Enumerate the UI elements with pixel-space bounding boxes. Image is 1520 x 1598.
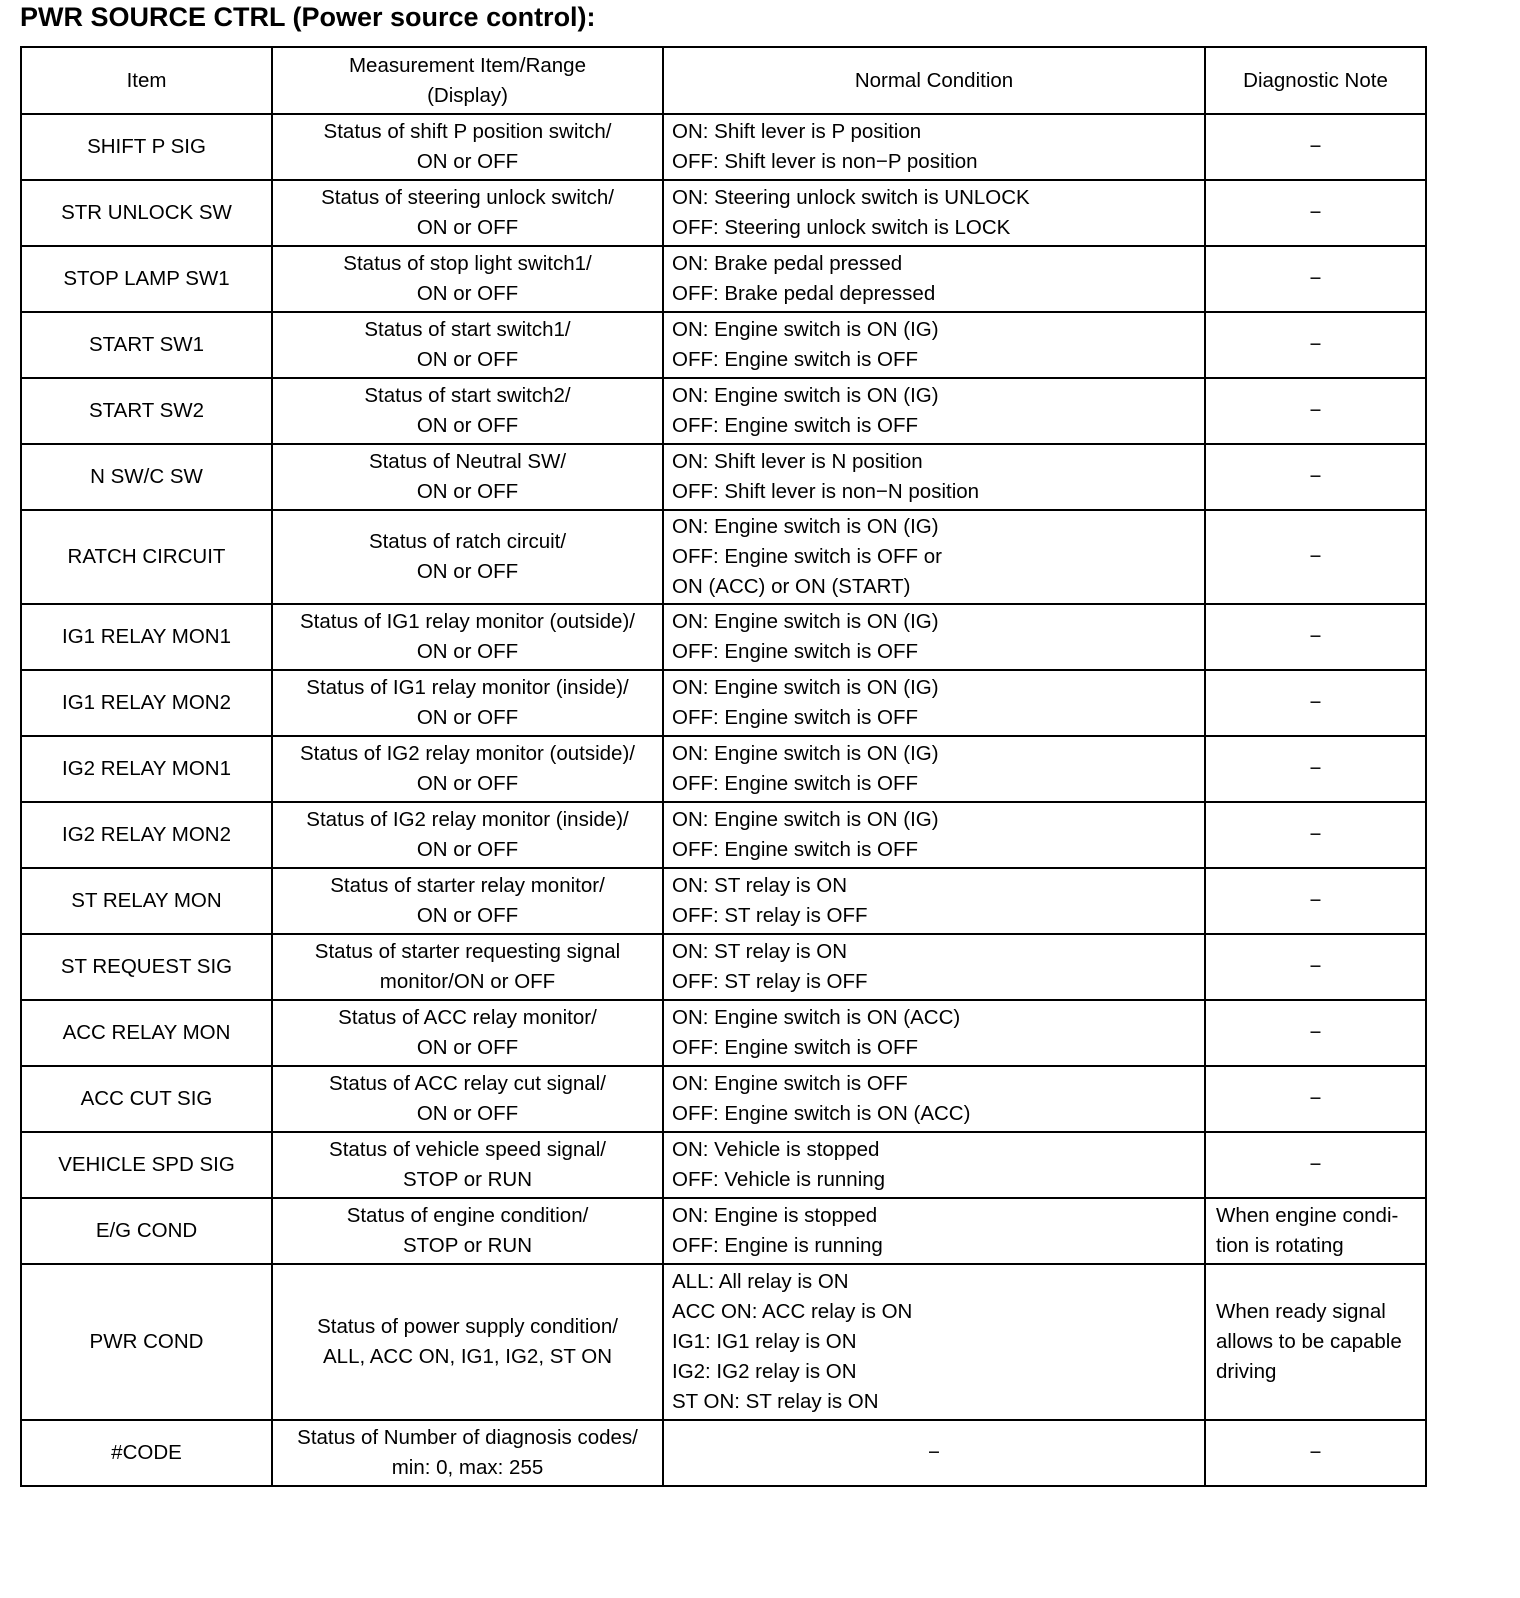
cell-normal-condition-line: ON: Vehicle is stopped <box>672 1138 880 1161</box>
cell-measurement <box>272 1420 663 1486</box>
cell-item-text: STR UNLOCK SW <box>61 201 232 224</box>
cell-measurement-line: ON or OFF <box>416 348 519 371</box>
cell-normal-condition-line: OFF: ST relay is OFF <box>672 970 868 993</box>
table-row <box>21 312 1426 378</box>
cell-normal-condition <box>663 802 1205 868</box>
cell-diagnostic-note <box>1205 604 1426 670</box>
cell-measurement <box>272 378 663 444</box>
cell-diagnostic-note-line: − <box>1309 135 1322 158</box>
cell-item <box>21 1420 272 1486</box>
cell-measurement <box>272 670 663 736</box>
cell-measurement <box>272 180 663 246</box>
cell-diagnostic-note-line: − <box>1309 823 1322 846</box>
cell-normal-condition <box>663 868 1205 934</box>
cell-normal-condition <box>663 1264 1205 1420</box>
cell-normal-condition-line: ON: ST relay is ON <box>672 874 848 897</box>
cell-measurement-line: ON or OFF <box>416 216 519 239</box>
table-row <box>21 670 1426 736</box>
cell-normal-condition-line: ON: Engine switch is ON (IG) <box>672 676 939 699</box>
cell-item-text: STOP LAMP SW1 <box>63 267 230 290</box>
cell-item <box>21 510 272 604</box>
table-row <box>21 1000 1426 1066</box>
cell-item <box>21 378 272 444</box>
table-row <box>21 510 1426 604</box>
cell-measurement-line: Status of starter relay monitor/ <box>330 874 605 897</box>
cell-normal-condition-line: ST ON: ST relay is ON <box>672 1390 879 1413</box>
data-table <box>20 46 1427 1487</box>
cell-measurement-line: Status of Number of diagnosis codes/ <box>297 1426 638 1449</box>
cell-normal-condition-line: ON: Shift lever is P position <box>672 120 922 143</box>
cell-normal-condition <box>663 670 1205 736</box>
table-row <box>21 1420 1426 1486</box>
cell-item <box>21 670 272 736</box>
cell-normal-condition-line: OFF: Engine switch is OFF <box>672 838 919 861</box>
cell-item-text: #CODE <box>111 1441 182 1464</box>
cell-item-text: PWR COND <box>89 1330 204 1353</box>
cell-diagnostic-note <box>1205 444 1426 510</box>
cell-measurement <box>272 736 663 802</box>
table-row <box>21 802 1426 868</box>
cell-measurement-line: Status of IG2 relay monitor (inside)/ <box>306 808 629 831</box>
cell-measurement-line: ON or OFF <box>416 480 519 503</box>
cell-measurement-line: STOP or RUN <box>402 1168 533 1191</box>
cell-item <box>21 1198 272 1264</box>
header-item: Item <box>21 47 272 114</box>
cell-normal-condition-line: OFF: Engine switch is ON (ACC) <box>672 1102 971 1125</box>
cell-measurement <box>272 1198 663 1264</box>
cell-diagnostic-note-line: − <box>1309 691 1322 714</box>
cell-measurement-line: Status of stop light switch1/ <box>343 252 592 275</box>
cell-diagnostic-note <box>1205 1264 1426 1420</box>
cell-measurement-line: ON or OFF <box>416 640 519 663</box>
cell-item-text: ST REQUEST SIG <box>60 955 233 978</box>
cell-diagnostic-note <box>1205 510 1426 604</box>
cell-normal-condition <box>663 604 1205 670</box>
cell-normal-condition <box>663 1066 1205 1132</box>
cell-diagnostic-note <box>1205 180 1426 246</box>
page-title: PWR SOURCE CTRL (Power source control): <box>20 2 596 32</box>
cell-diagnostic-note-line: − <box>1309 1021 1322 1044</box>
cell-measurement-line: Status of shift P position switch/ <box>323 120 612 143</box>
cell-normal-condition <box>663 246 1205 312</box>
cell-normal-condition-line: − <box>928 1441 940 1464</box>
cell-item <box>21 802 272 868</box>
cell-normal-condition <box>663 444 1205 510</box>
cell-measurement-line: Status of ACC relay monitor/ <box>338 1006 597 1029</box>
cell-diagnostic-note-line: − <box>1309 1153 1322 1176</box>
cell-diagnostic-note-line: − <box>1309 399 1322 422</box>
cell-item <box>21 934 272 1000</box>
cell-diagnostic-note-line: tion is rotating <box>1216 1234 1344 1257</box>
cell-measurement-line: monitor/ON or OFF <box>379 970 556 993</box>
cell-measurement-line: ON or OFF <box>416 772 519 795</box>
cell-normal-condition-line: ON: Engine switch is ON (ACC) <box>672 1006 961 1029</box>
cell-normal-condition-line: OFF: Shift lever is non−N position <box>672 480 980 503</box>
cell-normal-condition-line: OFF: Engine switch is OFF or <box>672 545 942 568</box>
cell-normal-condition-line: OFF: Engine is running <box>672 1234 883 1257</box>
cell-measurement <box>272 312 663 378</box>
cell-diagnostic-note-line: − <box>1309 1087 1322 1110</box>
table-row <box>21 246 1426 312</box>
cell-diagnostic-note-line: driving <box>1216 1360 1277 1383</box>
cell-measurement <box>272 934 663 1000</box>
cell-normal-condition-line: OFF: Vehicle is running <box>672 1168 886 1191</box>
cell-normal-condition-line: ON: Steering unlock switch is UNLOCK <box>672 186 1030 209</box>
cell-diagnostic-note <box>1205 670 1426 736</box>
cell-measurement <box>272 868 663 934</box>
header-diagnostic-note: Diagnostic Note <box>1205 47 1426 114</box>
cell-diagnostic-note-line: − <box>1309 267 1322 290</box>
cell-normal-condition-line: ON: ST relay is ON <box>672 940 848 963</box>
cell-item <box>21 1264 272 1420</box>
cell-item <box>21 1000 272 1066</box>
cell-normal-condition-line: ON: Engine switch is ON (IG) <box>672 610 939 633</box>
cell-diagnostic-note <box>1205 736 1426 802</box>
cell-item-text: ST RELAY MON <box>71 889 222 912</box>
cell-normal-condition-line: ON (ACC) or ON (START) <box>672 575 911 598</box>
cell-measurement <box>272 114 663 180</box>
cell-diagnostic-note-line: − <box>1309 333 1322 356</box>
cell-diagnostic-note-line: When ready signal <box>1216 1300 1386 1323</box>
cell-diagnostic-note-line: − <box>1309 955 1322 978</box>
table-row <box>21 604 1426 670</box>
cell-item-text: ACC RELAY MON <box>62 1021 231 1044</box>
cell-normal-condition <box>663 312 1205 378</box>
cell-item-text: START SW2 <box>88 399 205 422</box>
cell-normal-condition-line: ON: Engine switch is OFF <box>672 1072 908 1095</box>
cell-diagnostic-note <box>1205 1198 1426 1264</box>
table-row <box>21 868 1426 934</box>
cell-normal-condition-line: ACC ON: ACC relay is ON <box>672 1300 913 1323</box>
cell-measurement-line: ALL, ACC ON, IG1, IG2, ST ON <box>323 1345 612 1368</box>
cell-normal-condition <box>663 1132 1205 1198</box>
cell-measurement-line: Status of IG1 relay monitor (outside)/ <box>300 610 635 633</box>
cell-diagnostic-note <box>1205 868 1426 934</box>
cell-diagnostic-note <box>1205 1066 1426 1132</box>
cell-normal-condition-line: ON: Engine switch is ON (IG) <box>672 515 939 538</box>
cell-item-text: IG1 RELAY MON1 <box>62 625 231 648</box>
table-row <box>21 1264 1426 1420</box>
cell-diagnostic-note <box>1205 246 1426 312</box>
cell-diagnostic-note-line: − <box>1309 545 1322 568</box>
cell-measurement <box>272 1264 663 1420</box>
table-row <box>21 114 1426 180</box>
cell-measurement-line: ON or OFF <box>416 904 519 927</box>
cell-measurement-line: ON or OFF <box>416 1102 519 1125</box>
cell-measurement-line: Status of starter requesting signal <box>314 940 621 963</box>
cell-normal-condition <box>663 114 1205 180</box>
cell-item <box>21 114 272 180</box>
cell-item-text: ACC CUT SIG <box>80 1087 213 1110</box>
cell-diagnostic-note-line: − <box>1309 465 1322 488</box>
cell-diagnostic-note-line: − <box>1309 201 1322 224</box>
cell-normal-condition <box>663 736 1205 802</box>
cell-diagnostic-note <box>1205 312 1426 378</box>
cell-measurement-line: ON or OFF <box>416 560 519 583</box>
cell-item-text: SHIFT P SIG <box>87 135 206 158</box>
cell-measurement <box>272 510 663 604</box>
cell-measurement-line: Status of steering unlock switch/ <box>321 186 614 209</box>
cell-diagnostic-note-line: − <box>1309 757 1322 780</box>
table-row <box>21 1198 1426 1264</box>
cell-measurement <box>272 246 663 312</box>
cell-item-text: IG1 RELAY MON2 <box>62 691 231 714</box>
cell-diagnostic-note-line: − <box>1309 625 1322 648</box>
cell-item-text: START SW1 <box>88 333 205 356</box>
cell-item <box>21 604 272 670</box>
cell-normal-condition-line: OFF: Brake pedal depressed <box>672 282 936 305</box>
cell-measurement <box>272 1132 663 1198</box>
cell-diagnostic-note <box>1205 1000 1426 1066</box>
cell-normal-condition-line: OFF: Engine switch is OFF <box>672 348 919 371</box>
cell-item <box>21 1066 272 1132</box>
cell-normal-condition-line: ON: Engine is stopped <box>672 1204 878 1227</box>
cell-normal-condition-line: OFF: Engine switch is OFF <box>672 706 919 729</box>
cell-diagnostic-note <box>1205 1420 1426 1486</box>
cell-normal-condition-line: ON: Brake pedal pressed <box>672 252 903 275</box>
cell-normal-condition-line: ON: Engine switch is ON (IG) <box>672 808 939 831</box>
cell-diagnostic-note-line: − <box>1309 889 1322 912</box>
cell-normal-condition-line: IG1: IG1 relay is ON <box>672 1330 857 1353</box>
cell-item <box>21 868 272 934</box>
cell-measurement <box>272 444 663 510</box>
cell-measurement-line: ON or OFF <box>416 282 519 305</box>
cell-diagnostic-note-line: When engine condi- <box>1216 1204 1399 1227</box>
cell-normal-condition-line: OFF: Engine switch is OFF <box>672 1036 919 1059</box>
cell-measurement-line: STOP or RUN <box>402 1234 533 1257</box>
cell-measurement <box>272 1066 663 1132</box>
cell-item <box>21 180 272 246</box>
cell-normal-condition-line: OFF: Engine switch is OFF <box>672 414 919 437</box>
table-body <box>21 114 1426 1486</box>
cell-measurement-line: Status of ratch circuit/ <box>368 530 567 553</box>
table-row <box>21 1132 1426 1198</box>
cell-measurement-line: ON or OFF <box>416 1036 519 1059</box>
cell-measurement-line: Status of engine condition/ <box>346 1204 589 1227</box>
cell-normal-condition-line: IG2: IG2 relay is ON <box>672 1360 857 1383</box>
cell-normal-condition <box>663 934 1205 1000</box>
cell-diagnostic-note-line: allows to be capable <box>1216 1330 1402 1353</box>
table-row <box>21 444 1426 510</box>
cell-measurement-line: ON or OFF <box>416 838 519 861</box>
cell-measurement-line: min: 0, max: 255 <box>391 1456 544 1479</box>
cell-item-text: IG2 RELAY MON2 <box>62 823 231 846</box>
table-row <box>21 736 1426 802</box>
cell-normal-condition-line: OFF: Shift lever is non−P position <box>672 150 978 173</box>
cell-item-text: IG2 RELAY MON1 <box>62 757 231 780</box>
cell-measurement-line: Status of start switch1/ <box>364 318 571 341</box>
cell-item-text: E/G COND <box>95 1219 198 1242</box>
cell-item <box>21 312 272 378</box>
cell-diagnostic-note <box>1205 802 1426 868</box>
cell-measurement-line: Status of ACC relay cut signal/ <box>329 1072 606 1095</box>
cell-diagnostic-note <box>1205 378 1426 444</box>
cell-measurement <box>272 1000 663 1066</box>
cell-normal-condition-line: OFF: ST relay is OFF <box>672 904 868 927</box>
table-row <box>21 180 1426 246</box>
cell-normal-condition-line: ALL: All relay is ON <box>672 1270 849 1293</box>
cell-item-text: RATCH CIRCUIT <box>67 545 226 568</box>
cell-item <box>21 736 272 802</box>
cell-measurement-line: Status of vehicle speed signal/ <box>329 1138 606 1161</box>
table-row <box>21 934 1426 1000</box>
cell-measurement <box>272 802 663 868</box>
cell-measurement-line: Status of Neutral SW/ <box>368 450 567 473</box>
cell-normal-condition <box>663 378 1205 444</box>
cell-measurement-line: Status of IG2 relay monitor (outside)/ <box>300 742 635 765</box>
cell-normal-condition-line: OFF: Engine switch is OFF <box>672 640 919 663</box>
cell-normal-condition <box>663 1198 1205 1264</box>
cell-normal-condition <box>663 510 1205 604</box>
table-header-row <box>21 47 1426 114</box>
cell-item-text: VEHICLE SPD SIG <box>58 1153 235 1176</box>
cell-normal-condition-line: OFF: Steering unlock switch is LOCK <box>672 216 1011 239</box>
cell-measurement-line: ON or OFF <box>416 706 519 729</box>
cell-normal-condition-line: ON: Shift lever is N position <box>672 450 923 473</box>
cell-normal-condition-line: ON: Engine switch is ON (IG) <box>672 384 939 407</box>
cell-normal-condition-line: OFF: Engine switch is OFF <box>672 772 919 795</box>
cell-item <box>21 444 272 510</box>
cell-measurement-line: Status of start switch2/ <box>364 384 571 407</box>
table-row <box>21 1066 1426 1132</box>
cell-normal-condition-line: ON: Engine switch is ON (IG) <box>672 742 939 765</box>
cell-measurement-line: Status of IG1 relay monitor (inside)/ <box>306 676 629 699</box>
cell-measurement-line: Status of power supply condition/ <box>317 1315 618 1338</box>
cell-normal-condition <box>663 1420 1205 1486</box>
cell-normal-condition <box>663 180 1205 246</box>
cell-measurement-line: ON or OFF <box>416 414 519 437</box>
cell-item-text: N SW/C SW <box>90 465 203 488</box>
cell-diagnostic-note <box>1205 934 1426 1000</box>
cell-item <box>21 1132 272 1198</box>
cell-normal-condition <box>663 1000 1205 1066</box>
cell-item <box>21 246 272 312</box>
header-measurement: Measurement Item/Range (Display) <box>272 47 663 114</box>
table-row <box>21 378 1426 444</box>
cell-diagnostic-note-line: − <box>1309 1441 1322 1464</box>
cell-measurement-line: ON or OFF <box>416 150 519 173</box>
header-normal-condition: Normal Condition <box>663 47 1205 114</box>
cell-normal-condition-line: ON: Engine switch is ON (IG) <box>672 318 939 341</box>
cell-measurement <box>272 604 663 670</box>
cell-diagnostic-note <box>1205 114 1426 180</box>
cell-diagnostic-note <box>1205 1132 1426 1198</box>
